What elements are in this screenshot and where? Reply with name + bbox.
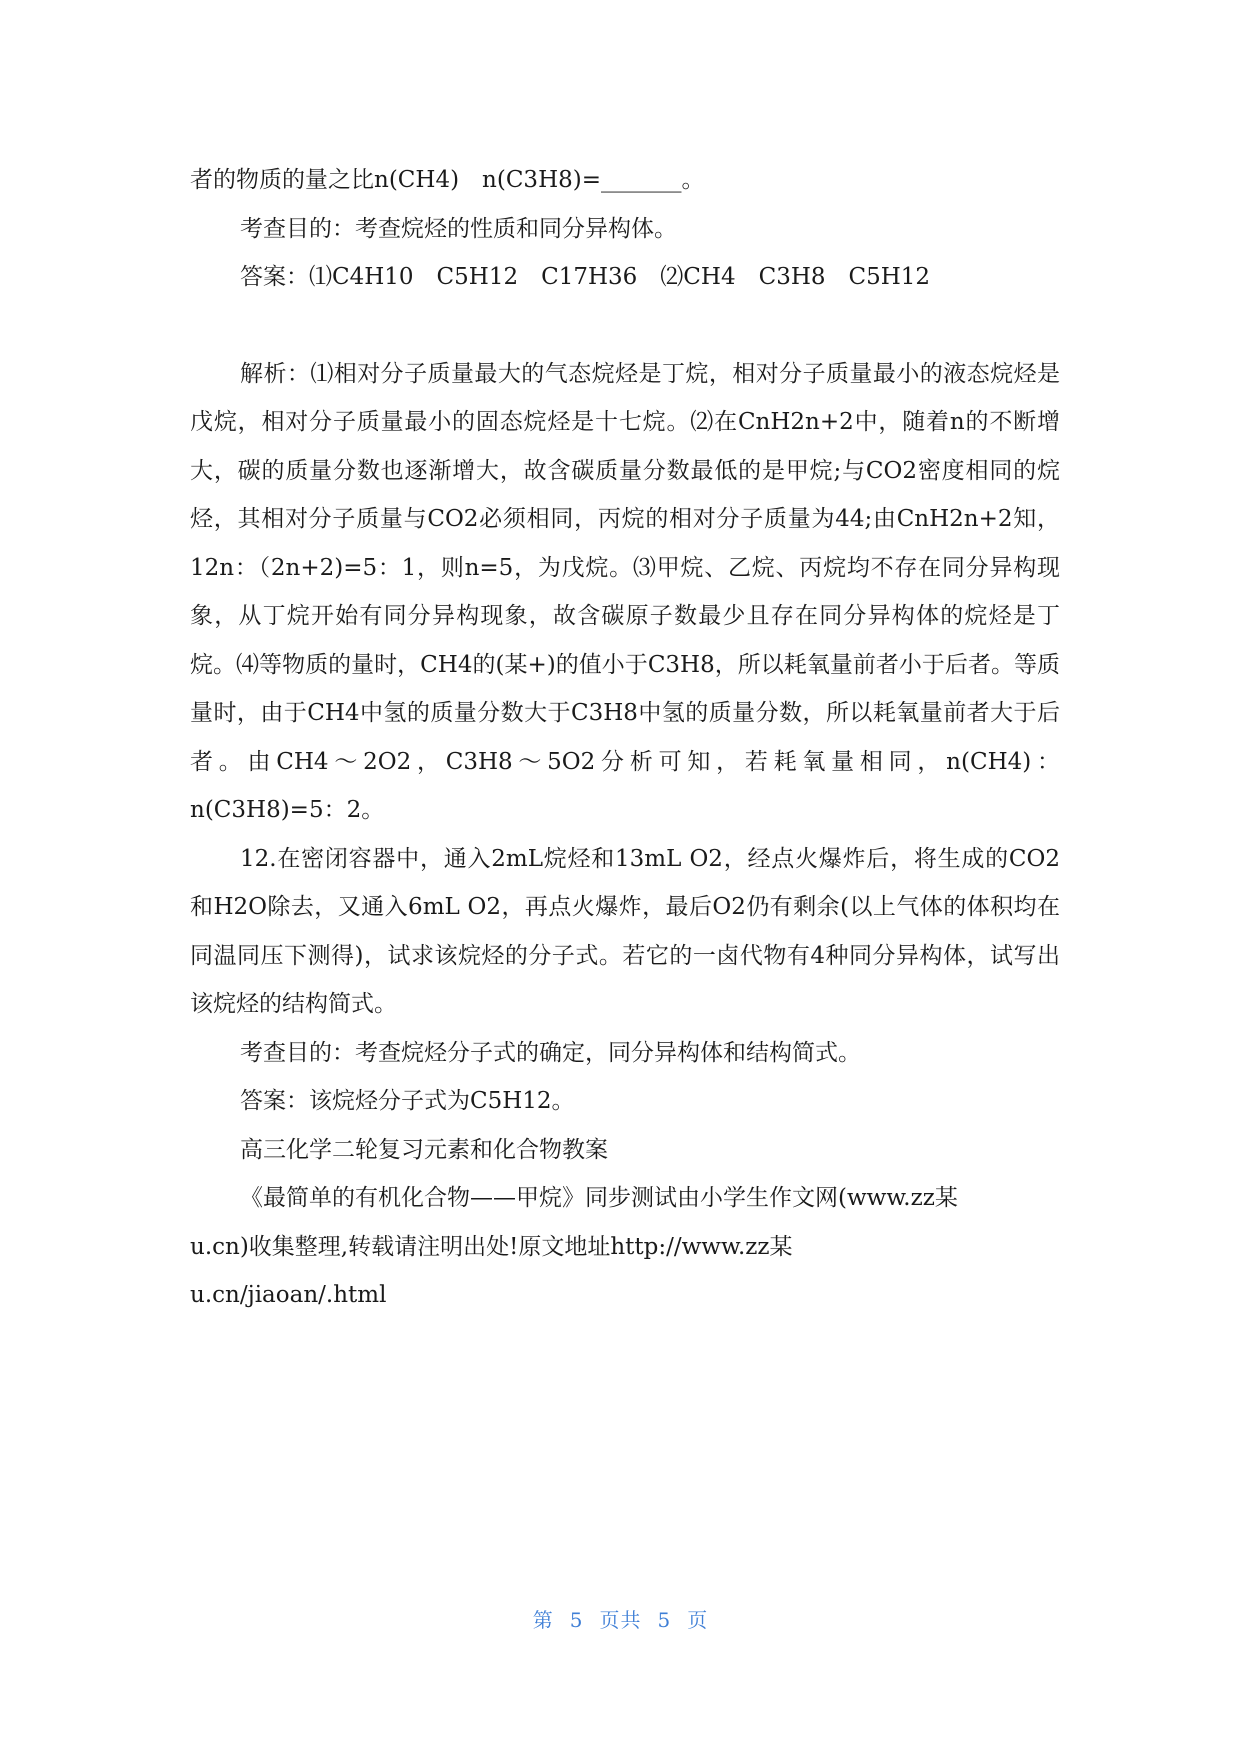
paragraph-related-title: 高三化学二轮复习元素和化合物教案	[240, 1136, 608, 1163]
paragraph-purpose: 考查目的：考查烷烃分子式的确定，同分异构体和结构简式。	[240, 1039, 861, 1066]
paragraph-analysis: 解析：⑴相对分子质量最大的气态烷烃是丁烷，相对分子质量最小的液态烷烃是戊烷，相对分子质量最小的固态烷烃是十七烷。⑵在CnH2n+2中，随着n的不断增大，碳的质量分数也逐渐增大，故含碳质量分数最低的是甲烷;与CO2密度相同的烷烃，其相对分子质量与CO2必须相同，丙烷的相对分子质量为44;由CnH2n+2知，12n：（2n+2)=5：1，则n=5，为戊烷。⑶甲烷、乙烷、丙烷均不存在同分异构现象，从丁烷开始有同分异构现象，故含碳原子数最少且存在同分异构体的烷烃是丁烷。⑷等物质的量时，CH4的(某+)的值小于C3H8，所以耗氧量前者小于后者。等质量时，由于CH4中氢的质量分数大于C3H8中氢的质量分数，所以耗氧量前者大于后者。由CH4～2O2，C3H8～5O2分析可知，若耗氧量相同，n(CH4)：n(C3H8)=5：2。	[190, 360, 1060, 823]
footer-total-pages: 5	[657, 1608, 672, 1632]
paragraph-1: 者的物质的量之比n(CH4) n(C3H8)=_______。	[190, 167, 705, 193]
paragraph-3: 答案：⑴C4H10 C5H12 C17H36 ⑵CH4 C3H8 C5H12	[240, 264, 931, 290]
paragraph-question-12: 12.在密闭容器中，通入2mL烷烃和13mL O2，经点火爆炸后，将生成的CO2和H2O除去，又通入6mL O2，再点火爆炸，最后O2仍有剩余(以上气体的体积均在同温同压下测得)，试求该烷烃的分子式。若它的一卤代物有4种同分异构体，试写出该烷烃的结构简式。	[190, 845, 1060, 1017]
page-footer	[0, 1604, 1241, 1633]
footer-word-ye: 页	[687, 1608, 709, 1632]
paragraph-answer: 答案：该烷烃分子式为C5H12。	[240, 1088, 575, 1114]
paragraph-source-2: u.cn)收集整理,转载请注明出处!原文地址http://www.zz某	[190, 1233, 793, 1260]
footer-word-yegong: 页共	[599, 1608, 642, 1632]
paragraph-source-3: u.cn/jiaoan/.html	[190, 1282, 387, 1308]
paragraph-source-1: 《最简单的有机化合物——甲烷》同步测试由小学生作文网(www.zz某	[240, 1185, 958, 1211]
blank-line	[190, 302, 1060, 350]
paragraph-2: 考查目的：考查烷烃的性质和同分异构体。	[240, 215, 677, 242]
footer-word-di: 第	[532, 1608, 554, 1632]
footer-current-page: 5	[569, 1608, 584, 1632]
document-body	[190, 156, 1060, 1320]
